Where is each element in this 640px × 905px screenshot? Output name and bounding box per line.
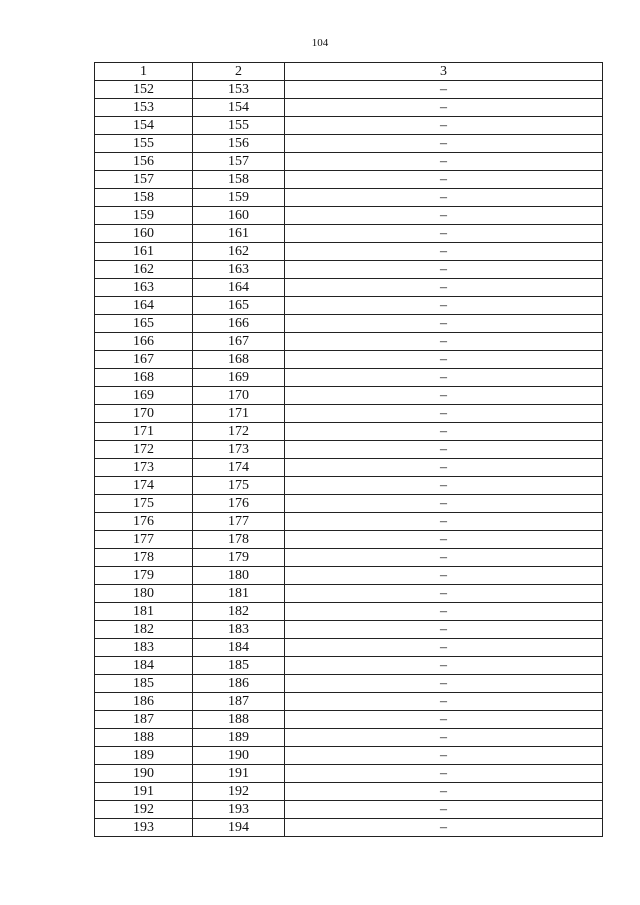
table-row [95,405,603,423]
table-cell-col-1: 164 [95,297,193,315]
table-cell-col-2: 158 [193,171,285,189]
table-cell-col-1: 172 [95,441,193,459]
table-cell-col-3: – [285,243,603,261]
table-cell-col-1: 174 [95,477,193,495]
data-table [94,62,603,837]
table-cell-col-2: 184 [193,639,285,657]
table-cell-col-2: 160 [193,207,285,225]
table-cell-col-1: 192 [95,801,193,819]
table-cell-col-3: – [285,549,603,567]
table-row [95,819,603,837]
table-cell-col-3: – [285,207,603,225]
table-cell-col-2: 164 [193,279,285,297]
table-row [95,207,603,225]
table-cell-col-1: 185 [95,675,193,693]
table-cell-col-1: 158 [95,189,193,207]
table-row [95,387,603,405]
table-cell-col-3: – [285,99,603,117]
table-row [95,441,603,459]
table-cell-col-3: – [285,477,603,495]
table-cell-col-2: 161 [193,225,285,243]
table-cell-col-2: 189 [193,729,285,747]
table-cell-col-1: 186 [95,693,193,711]
table-cell-col-2: 183 [193,621,285,639]
table-row [95,513,603,531]
table-cell-col-2: 157 [193,153,285,171]
table-cell-col-3: – [285,459,603,477]
table-cell-col-2: 163 [193,261,285,279]
column-header-3: 3 [285,63,603,81]
table-cell-col-1: 193 [95,819,193,837]
table-cell-col-2: 170 [193,387,285,405]
table-cell-col-1: 190 [95,765,193,783]
table-cell-col-1: 156 [95,153,193,171]
table-cell-col-3: – [285,603,603,621]
table-cell-col-3: – [285,153,603,171]
table-row [95,171,603,189]
table-cell-col-3: – [285,441,603,459]
table-row [95,783,603,801]
table-cell-col-2: 153 [193,81,285,99]
table-cell-col-1: 178 [95,549,193,567]
table-cell-col-1: 169 [95,387,193,405]
table-row [95,261,603,279]
table-cell-col-1: 191 [95,783,193,801]
table-cell-col-3: – [285,135,603,153]
table-cell-col-3: – [285,657,603,675]
table-cell-col-1: 160 [95,225,193,243]
table-row [95,459,603,477]
table-cell-col-2: 174 [193,459,285,477]
table-cell-col-3: – [285,783,603,801]
table-cell-col-2: 169 [193,369,285,387]
table-row [95,351,603,369]
table-cell-col-2: 192 [193,783,285,801]
table-cell-col-2: 155 [193,117,285,135]
table-row [95,279,603,297]
table-cell-col-3: – [285,369,603,387]
table-cell-col-1: 187 [95,711,193,729]
table-cell-col-1: 165 [95,315,193,333]
table-cell-col-1: 157 [95,171,193,189]
table-row [95,315,603,333]
table-row [95,603,603,621]
table-cell-col-3: – [285,747,603,765]
table-row [95,423,603,441]
table-row [95,531,603,549]
table-cell-col-3: – [285,531,603,549]
table-cell-col-3: – [285,801,603,819]
table-cell-col-2: 187 [193,693,285,711]
header-row [95,63,603,81]
column-header-1: 1 [95,63,193,81]
table-cell-col-1: 175 [95,495,193,513]
table-header [95,63,603,81]
table-row [95,81,603,99]
table-cell-col-2: 156 [193,135,285,153]
table-row [95,189,603,207]
table-cell-col-3: – [285,171,603,189]
table-cell-col-3: – [285,675,603,693]
table-cell-col-1: 181 [95,603,193,621]
table-cell-col-1: 179 [95,567,193,585]
table-cell-col-2: 165 [193,297,285,315]
table-row [95,567,603,585]
table-cell-col-1: 168 [95,369,193,387]
table-cell-col-3: – [285,351,603,369]
table-cell-col-1: 159 [95,207,193,225]
table-cell-col-3: – [285,819,603,837]
table-cell-col-2: 186 [193,675,285,693]
table-row [95,549,603,567]
table-cell-col-2: 188 [193,711,285,729]
table-cell-col-3: – [285,297,603,315]
table-cell-col-2: 182 [193,603,285,621]
table-row [95,585,603,603]
table-cell-col-2: 177 [193,513,285,531]
table-cell-col-2: 175 [193,477,285,495]
table-cell-col-2: 180 [193,567,285,585]
table-cell-col-1: 183 [95,639,193,657]
table-cell-col-2: 178 [193,531,285,549]
table-cell-col-2: 176 [193,495,285,513]
table-row [95,621,603,639]
table-row [95,747,603,765]
table-cell-col-2: 190 [193,747,285,765]
table-cell-col-1: 162 [95,261,193,279]
table-cell-col-1: 173 [95,459,193,477]
table-cell-col-3: – [285,117,603,135]
table-cell-col-3: – [285,333,603,351]
table-row [95,765,603,783]
table-cell-col-1: 154 [95,117,193,135]
table-cell-col-1: 161 [95,243,193,261]
table-cell-col-2: 191 [193,765,285,783]
table-cell-col-3: – [285,765,603,783]
table-row [95,675,603,693]
table-cell-col-1: 184 [95,657,193,675]
table-cell-col-3: – [285,711,603,729]
table-cell-col-3: – [285,225,603,243]
table-row [95,297,603,315]
table-cell-col-2: 172 [193,423,285,441]
table-cell-col-1: 170 [95,405,193,423]
table-cell-col-2: 159 [193,189,285,207]
table-cell-col-3: – [285,513,603,531]
table-cell-col-2: 168 [193,351,285,369]
table-cell-col-2: 171 [193,405,285,423]
table-cell-col-2: 179 [193,549,285,567]
table-cell-col-2: 166 [193,315,285,333]
table-cell-col-3: – [285,693,603,711]
table-cell-col-1: 177 [95,531,193,549]
table-row [95,477,603,495]
table-cell-col-3: – [285,423,603,441]
table-cell-col-3: – [285,495,603,513]
table-cell-col-2: 193 [193,801,285,819]
table-cell-col-1: 166 [95,333,193,351]
table-cell-col-2: 194 [193,819,285,837]
table-cell-col-1: 182 [95,621,193,639]
table-cell-col-3: – [285,387,603,405]
table-cell-col-3: – [285,729,603,747]
table-row [95,225,603,243]
table-cell-col-3: – [285,639,603,657]
table-row [95,153,603,171]
table-cell-col-3: – [285,261,603,279]
table-cell-col-3: – [285,567,603,585]
table-body [95,81,603,837]
table-cell-col-2: 154 [193,99,285,117]
table-row [95,495,603,513]
table-cell-col-2: 181 [193,585,285,603]
table-cell-col-1: 176 [95,513,193,531]
table-row [95,99,603,117]
table-cell-col-3: – [285,279,603,297]
table-cell-col-3: – [285,315,603,333]
table-row [95,729,603,747]
table-row [95,369,603,387]
table-cell-col-2: 185 [193,657,285,675]
table-cell-col-2: 167 [193,333,285,351]
column-header-2: 2 [193,63,285,81]
table-row [95,657,603,675]
table-cell-col-3: – [285,189,603,207]
table-cell-col-2: 162 [193,243,285,261]
table-cell-col-3: – [285,405,603,423]
page-number: 104 [311,37,329,49]
table-cell-col-1: 180 [95,585,193,603]
table-row [95,333,603,351]
table-cell-col-1: 152 [95,81,193,99]
table-cell-col-1: 167 [95,351,193,369]
table-row [95,801,603,819]
table-cell-col-1: 163 [95,279,193,297]
table-cell-col-1: 155 [95,135,193,153]
table-cell-col-1: 153 [95,99,193,117]
table-cell-col-1: 171 [95,423,193,441]
table-cell-col-2: 173 [193,441,285,459]
table-cell-col-1: 189 [95,747,193,765]
table-cell-col-3: – [285,81,603,99]
table-cell-col-3: – [285,585,603,603]
table-row [95,639,603,657]
table-row [95,135,603,153]
table-cell-col-3: – [285,621,603,639]
table-row [95,711,603,729]
table-cell-col-1: 188 [95,729,193,747]
table-row [95,117,603,135]
table-row [95,693,603,711]
table-row [95,243,603,261]
